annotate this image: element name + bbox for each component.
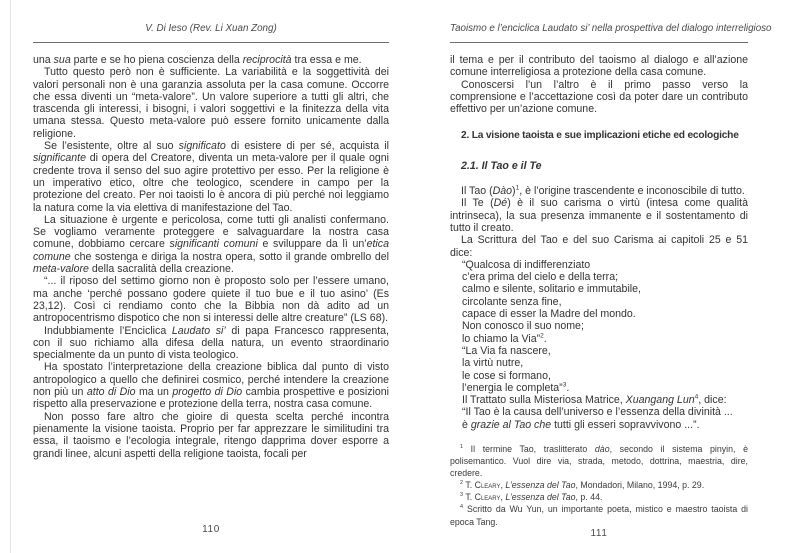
text-segment: La Scrittura del Tao e del suo Carisma ai capitoli 25 e 51 dice:: [450, 234, 748, 259]
text-segment: significato: [178, 140, 226, 153]
page-number-left: 110: [202, 524, 220, 535]
text-segment: significanti comuni: [169, 238, 258, 251]
text-segment: è: [462, 418, 471, 431]
paragraph: [450, 185, 748, 197]
text-segment: una: [33, 54, 54, 66]
subsection-heading: [450, 160, 748, 172]
footnote: [450, 491, 748, 503]
text-segment: , dice:: [698, 394, 727, 407]
text-segment: significante: [33, 152, 86, 165]
text-segment: Scritto da Wu Yun, un importante poeta, mistico e maestro taoista di epoca Tang.: [450, 504, 748, 527]
footnote: [450, 443, 748, 479]
header-rule-left: [33, 42, 389, 43]
text-segment: Indubbiamente l’Enciclica: [44, 324, 172, 337]
text-segment: capace di esser la Madre del mondo.: [462, 308, 636, 321]
text-segment: “Qualcosa di indifferenziato: [462, 258, 591, 271]
footnote-reference: 4: [694, 393, 699, 401]
text-segment: Non conosco il suo nome;: [462, 320, 584, 333]
quote-line: [450, 283, 748, 295]
quote-line: [450, 394, 748, 406]
text-segment: parte e se ho piena coscienza della: [70, 54, 243, 66]
footnote-reference: 3: [562, 381, 567, 389]
paragraph: [450, 234, 748, 259]
text-segment: Tutto questo però non è sufficiente. La variabilità e la soggettività dei valori personali non è una garanzia assoluta per la casa comune. Occorre che essa diventi un “meta-valore”. Un valore superiore a tutti gli altri, che trascenda gli interessi, i bisogni, i valori soggettivi e la finitezza della vita umana stessa. Questo meta-valore può essere fornito unicamente dalla religione.: [33, 66, 389, 140]
quote-line: [450, 271, 748, 283]
text-segment: di papa Francesco rappresenta, con il suo richiamo alla difesa della natura, un evento straordinario specialmente da un punto di vista teologico.: [33, 324, 389, 362]
text-segment: cambia prospettive e posizioni rispetto alla preservazione e protezione della terra, nostra casa comune.: [33, 386, 389, 411]
text-segment: ma un: [135, 386, 173, 399]
text-segment: Ha spostato l’interpretazione della creazione biblica dal punto di visto antropologico a quello che definirei cosmico, perché intendere la creazione non più un: [33, 361, 389, 399]
text-segment: , p. 44.: [575, 492, 603, 503]
text-segment: Dào: [492, 185, 513, 198]
text-segment: meta-valore: [33, 263, 89, 276]
text-segment: ,: [500, 480, 506, 491]
footnote-reference: 4: [460, 504, 464, 511]
page-right-body: [450, 54, 748, 431]
text-segment: Conoscersi l’un l’altro è il primo passo verso la comprensione e l’accettazione così da poter dare un contributo effettivo per un’azione comune.: [450, 78, 748, 116]
text-segment: L’essenza del Tao: [505, 492, 576, 503]
header-rule-right: [450, 42, 748, 43]
quote-line: [450, 345, 748, 357]
paragraph: [450, 54, 748, 79]
quote-line: [450, 370, 748, 382]
text-segment: le cose si formano,: [462, 369, 551, 382]
quote-line: [450, 320, 748, 332]
page-left-body: [33, 54, 389, 460]
text-segment: la virtù nutre,: [462, 357, 524, 370]
footnote-reference: 1: [460, 444, 464, 451]
running-header-right: Taoismo e l’enciclica Laudato si’ nella prospettiva del dialogo interreligioso: [450, 23, 772, 34]
page-right: [450, 20, 772, 539]
text-segment: e sviluppare da lì un’: [257, 238, 367, 251]
text-segment: circolante senza fine,: [462, 295, 562, 308]
footnote: [450, 479, 748, 491]
paragraph: [33, 54, 389, 66]
footnote: [450, 503, 748, 527]
text-segment: reciprocità: [242, 54, 292, 66]
text-segment: Xuangang Lun: [625, 394, 695, 407]
page-left: [33, 20, 389, 535]
text-segment: Il Trattato sulla Misteriosa Matrice,: [462, 394, 626, 407]
footnote-reference: 1: [515, 184, 520, 192]
text-segment: di esistere di per sé, acquista il: [225, 140, 389, 153]
text-segment: , è l’origine trascendente e inconoscibile di tutto.: [519, 185, 745, 198]
text-segment: il tema e per il contributo del taoismo al dialogo e all’azione comune interreligiosa a protezione della casa comune.: [450, 54, 748, 79]
text-segment: L’essenza del Tao: [505, 480, 576, 491]
text-segment: Cleary: [474, 492, 501, 503]
text-segment: .: [566, 381, 570, 394]
text-segment: “La Via fa nascere,: [462, 344, 551, 357]
text-segment: “Il Tao è la causa dell’universo e l’essenza della divinità ...: [462, 406, 733, 419]
text-segment: 2. La visione taoista e sue implicazioni etiche ed ecologiche: [461, 130, 739, 142]
text-segment: ) è il suo carisma o virtù (intesa come qualità intrinseca), la sua presenza immanente e il sostentamento di tutto il creato.: [450, 197, 748, 234]
text-segment: Il Tao (: [461, 185, 493, 198]
paragraph: [33, 411, 389, 460]
quote-line: [450, 333, 748, 345]
text-segment: progetto di Dio: [172, 386, 243, 399]
paragraph: [33, 140, 389, 214]
footnote-reference: 2: [540, 332, 544, 340]
text-segment: della sacralità della creazione.: [88, 263, 234, 276]
text-segment: T.: [463, 492, 475, 503]
text-segment: Il termine Tao, traslitterato: [463, 444, 595, 454]
text-segment: l’energia le completa”: [462, 381, 563, 394]
text-segment: Dé: [493, 197, 508, 210]
text-segment: , secondo il sistema pinyin, è polisemantico. Vuol dire via, strada, metodo, dottrina, maestria, dire, credere.: [450, 444, 748, 479]
text-segment: , Mondadori, Milano, 1994, p. 29.: [575, 480, 705, 491]
footnote-reference: 3: [460, 492, 464, 499]
text-segment: T.: [463, 480, 475, 491]
quote-line: [450, 296, 748, 308]
text-segment: tra essa e me.: [291, 54, 362, 66]
text-segment: di opera del Creatore, diventa un meta-valore per il quale ogni credente trova il senso del suo agire protettivo per esso. Per la religione è un imperativo etico, oltre che teologico, scendere in campo per la protezione del creato. Per noi taoisti lo è ancora di più perché noi leggiamo la natura come la via elettiva di manifestazione del Tao.: [33, 152, 389, 214]
running-header-left: V. Di Ieso (Rev. Li Xuan Zong): [145, 23, 277, 34]
paragraph: [33, 66, 389, 140]
text-segment: Se l’esistente, oltre al suo: [44, 140, 179, 153]
quote-line: [450, 308, 748, 320]
text-segment: ,: [500, 492, 506, 503]
text-segment: 2.1. Il Tao e il Te: [461, 159, 542, 172]
text-segment: che sostenga e diriga la nostra opera, sotto il grande ombrello del: [70, 250, 389, 263]
text-segment: atto di Dio: [86, 386, 136, 399]
paragraph: [33, 214, 389, 275]
section-heading: [450, 130, 748, 142]
quote-line: [450, 382, 748, 394]
text-segment: etica comune: [33, 238, 389, 263]
footnotes-section: [450, 443, 748, 528]
text-segment: Non posso fare altro che gioire di questa scelta perché incontra pienamente la visione taoista. Proprio per far apprezzare le similitudini tra essa, il taoismo e l’ecologia integrale, ritengo dapprima dover esporre a grandi linee, alcuni aspetti della religione taoista, focali per: [33, 410, 389, 460]
paragraph: [33, 325, 389, 362]
text-segment: dào: [594, 444, 610, 454]
text-segment: Il Te (: [461, 197, 494, 210]
text-segment: La situazione è urgente e pericolosa, come tutti gli analisti confermano. Se vogliamo veramente proteggere e salvaguardare la nostra casa comune, dobbiamo cercare: [33, 213, 389, 251]
quote-line: [450, 357, 748, 369]
page-edge-line: [10, 0, 11, 553]
text-segment: Laudato si’: [171, 324, 226, 337]
page-number-right: 111: [590, 528, 608, 539]
quote-line: [450, 406, 748, 418]
paragraph: [450, 197, 748, 234]
text-segment: calmo e silente, solitario e immutabile,: [462, 283, 641, 296]
text-segment: sua: [53, 54, 71, 66]
quote-line: [450, 259, 748, 271]
paragraph: [33, 275, 389, 324]
quote-line: [450, 419, 748, 431]
text-segment: lo chiamo la Via”: [462, 332, 541, 345]
text-segment: .: [543, 332, 547, 345]
text-segment: ): [512, 185, 516, 198]
footnote-reference: 2: [460, 480, 464, 487]
paragraph: [450, 79, 748, 116]
text-segment: Cleary: [474, 480, 501, 491]
text-segment: c’era prima del cielo e della terra;: [462, 271, 619, 284]
paragraph: [33, 361, 389, 410]
text-segment: “... il riposo del settimo giorno non è proposto solo per l’essere umano, ma anche ‘perché possano godere quiete il tuo bue e il tuo asino’ (Es 23,12). Così ci rendiamo conto che la Bibbia non dà adito ad un antropocentrismo dispotico che non si interessi delle altre creature” (LS 68).: [33, 275, 389, 325]
text-segment: grazie al Tao che: [470, 418, 552, 431]
text-segment: tutti gli esseri sopravvivono ...”.: [551, 418, 700, 431]
